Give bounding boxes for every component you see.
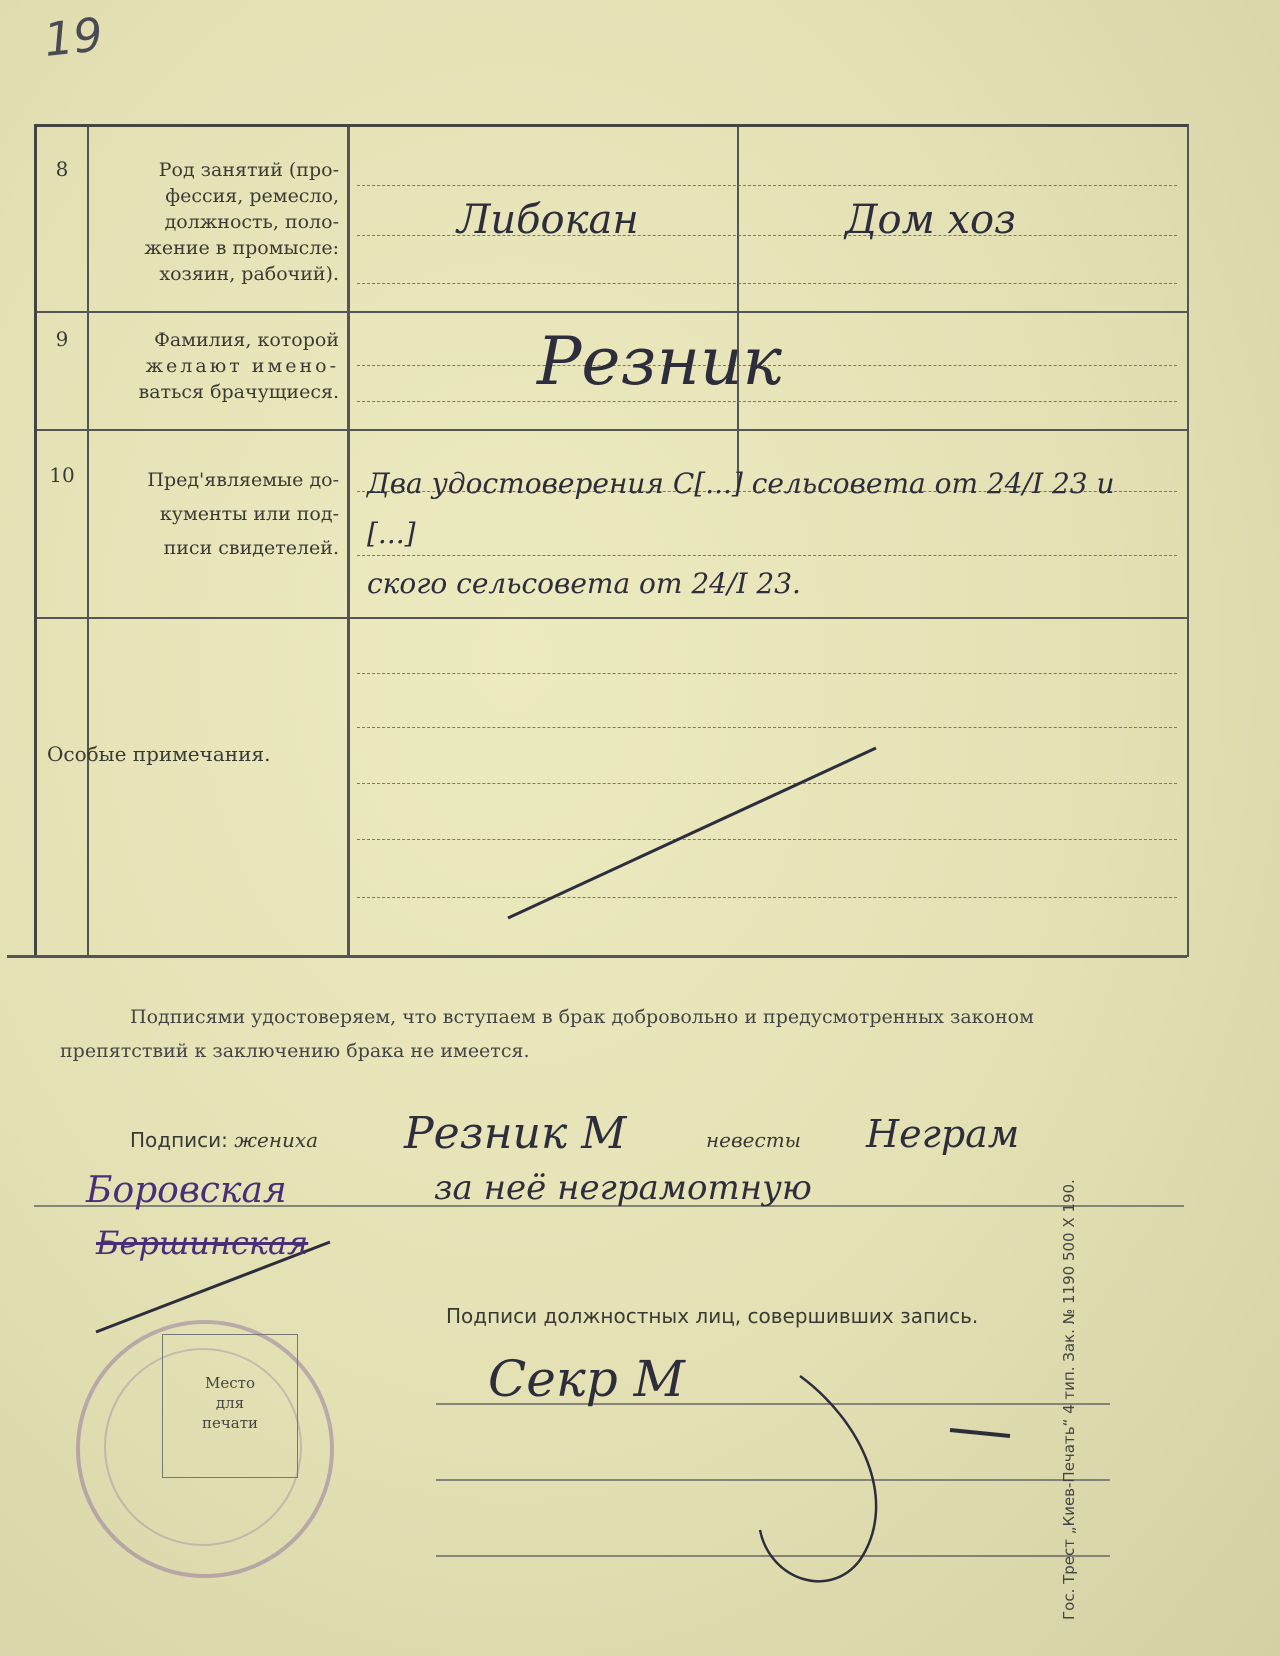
groom-signature: Резник М <box>404 1108 627 1159</box>
consent-statement: Подписями удостоверяем, что вступаем в брак добровольно и предусмотренных законом препятствий к заключению брака не имеется. <box>60 1006 1034 1062</box>
bride-occupation-value: Дом хоз <box>845 197 1016 243</box>
officials-signature: Секр М <box>488 1350 685 1408</box>
empty-field-strike <box>508 748 876 918</box>
official-flourish <box>760 1376 876 1581</box>
seal-placeholder-text <box>163 1373 297 1433</box>
bride-caption <box>706 1128 801 1152</box>
groom-occupation-value: Либокан <box>457 197 639 243</box>
special-notes-label: Особые примечания. <box>47 742 271 766</box>
label-line: должность, поло- <box>164 211 339 233</box>
row-number-10: 10 <box>49 463 75 487</box>
label-line: желают имено- <box>145 355 339 377</box>
signatures-caption-groom <box>130 1128 318 1152</box>
bride-signature: Неграм <box>866 1112 1020 1156</box>
officials-caption: Подписи должностных лиц, совершивших запись. <box>446 1304 979 1328</box>
printer-imprint: Гос. Трест „Киев-Печать“ 4 тип. Зак. № 1190 500 X 190. <box>1060 1179 1078 1620</box>
label-line: кументы или под- <box>159 503 339 525</box>
label-line: жение в промысле: <box>144 237 339 259</box>
page-number: 19 <box>41 7 106 67</box>
chosen-surname-value: Резник <box>537 323 782 400</box>
signatures-caption: Подписи: <box>130 1128 228 1152</box>
row-number-8: 8 <box>55 157 69 181</box>
documents-line: Два удостоверения С[...] сельсовета от 24/I 23 и [...] <box>367 467 1115 550</box>
seal-text-line: для <box>215 1394 245 1412</box>
label-line: фессия, ремесло, <box>165 185 339 207</box>
groom-label: жениха <box>234 1128 319 1152</box>
row-number-9: 9 <box>55 327 69 351</box>
official-dash <box>950 1430 1010 1436</box>
seal-placeholder <box>162 1334 298 1478</box>
witness-signature-2: Бершинская <box>96 1224 309 1262</box>
label-line: Род занятий (про- <box>158 159 339 181</box>
bride-signature-proxy: за неё неграмотную <box>434 1168 812 1208</box>
documents-line: ского сельсовета от 24/I 23. <box>367 567 801 600</box>
label-line: Фамилия, которой <box>154 329 339 351</box>
label-line: хозяин, рабочий). <box>159 263 339 285</box>
witness-signature-1: Боровская <box>86 1170 287 1211</box>
label-line: ваться брачущиеся. <box>138 381 339 403</box>
seal-text-line: Место <box>205 1374 255 1392</box>
bride-label: невесты <box>706 1128 801 1152</box>
label-line: писи свидетелей. <box>163 537 339 559</box>
label-line: Пред'являемые до- <box>147 469 339 491</box>
seal-text-line: печати <box>201 1414 259 1432</box>
